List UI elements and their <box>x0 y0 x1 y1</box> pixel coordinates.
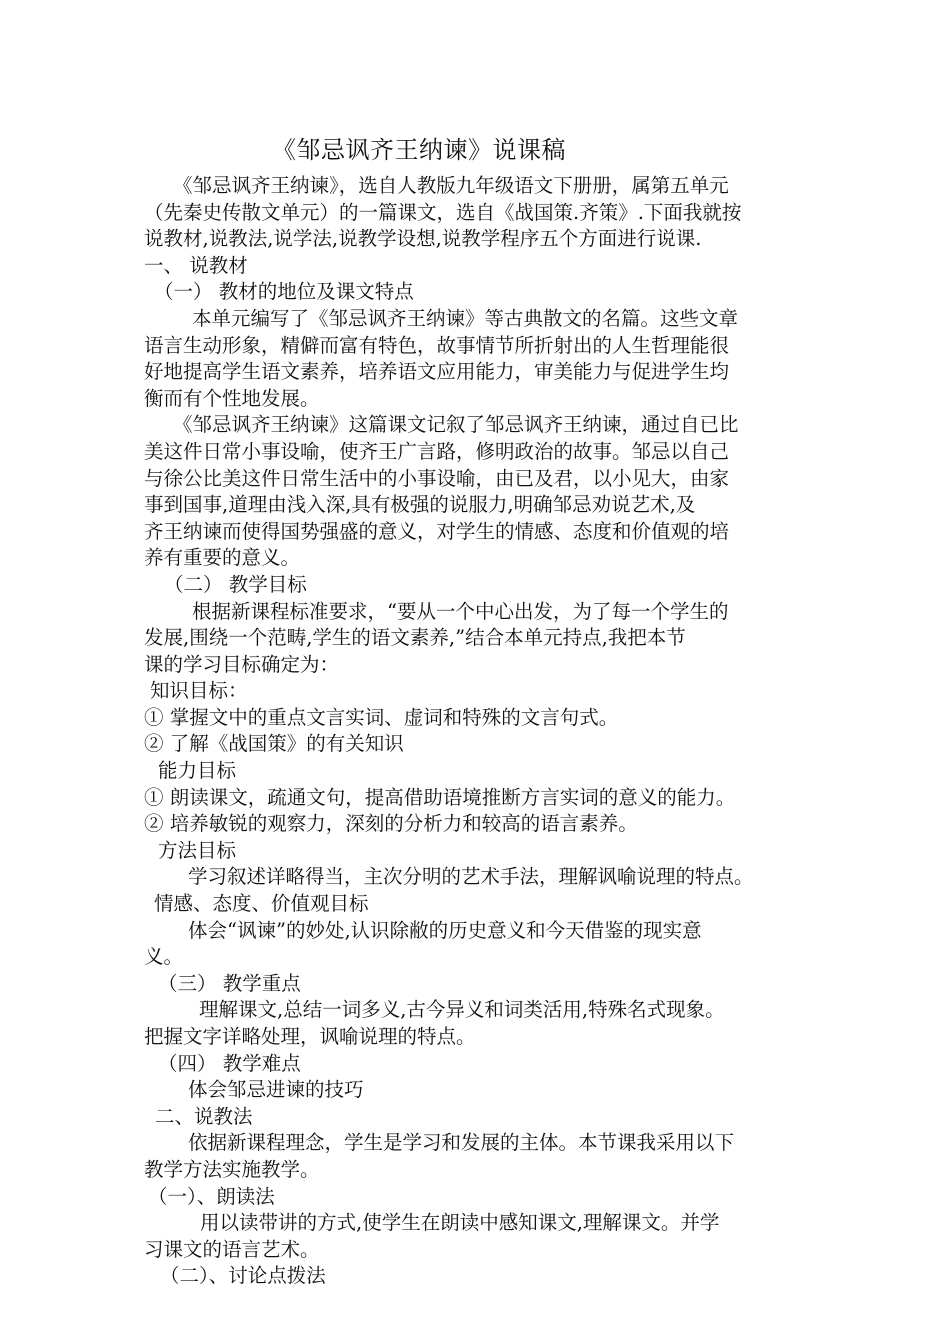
text-line: 齐王纳谏而使得国势强盛的意义，对学生的情感、态度和价值观的培 <box>144 519 730 543</box>
text-line: （一） 教材的地位及课文特点 <box>154 280 414 304</box>
text-line: 好地提高学生语文素养，培养语文应用能力，审美能力与促进学生均 <box>144 360 730 384</box>
document-body <box>0 173 950 1290</box>
text-line: （一）、朗读法 <box>148 1184 275 1208</box>
text-line: 语言生动形象，精僻而富有特色，故事情节所折射出的人生哲理能很 <box>144 333 730 357</box>
text-line: 《邹忌讽齐王纳谏》，选自人教版九年级语文下册册，属第五单元 <box>173 174 729 197</box>
text-line: 习课文的语言艺术。 <box>144 1237 320 1261</box>
text-line: ② 了解《战国策》的有关知识 <box>144 732 404 756</box>
text-line: 美这件日常小事设喻，使齐王广言路，修明政治的故事。邹忌以自己 <box>144 439 730 463</box>
text-line: ② 培养敏锐的观察力，深刻的分析力和较高的语言素养。 <box>144 812 638 836</box>
text-line: 事到国事,道理由浅入深,具有极强的说服力,明确邹忌劝说艺术,及 <box>144 493 696 517</box>
text-line: 能力目标 <box>158 759 237 783</box>
document-title: 《邹忌讽齐王纳谏》说课稿 <box>272 136 566 164</box>
text-line: 说教材,说教法,说学法,说教学设想,说教学程序五个方面进行说课. <box>144 227 702 251</box>
text-line: 情感、态度、价值观目标 <box>154 892 369 916</box>
text-line: 把握文字详略处理，讽喻说理的特点。 <box>144 1025 476 1048</box>
text-line: 与徐公比美这件日常生活中的小事设喻，由已及君，以小见大，由家 <box>144 466 730 490</box>
text-line: 学习叙述详略得当，主次分明的艺术手法，理解讽喻说理的特点。 <box>188 865 754 889</box>
text-line: 义。 <box>144 945 184 969</box>
text-line: 发展,围绕一个范畴,学生的语文素养,”结合本单元持点,我把本节 <box>144 626 686 650</box>
text-line: 衡而有个性地发展。 <box>144 386 320 410</box>
text-line: 理解课文,总结一词多义,古今异义和词类活用,特殊名式现象。 <box>199 998 725 1022</box>
text-line: 二、说教法 <box>155 1104 253 1128</box>
text-line: 体会“讽谏”的妙处,认识除敝的历史意义和今天借鉴的现实意 <box>188 918 702 942</box>
text-line: 本单元编写了《邹忌讽齐王纳谏》等古典散文的名篇。这些文章 <box>192 306 739 330</box>
text-line: 教学方法实施教学。 <box>144 1157 320 1181</box>
text-line: （三） 教学重点 <box>158 971 301 995</box>
text-line: 一、 说教材 <box>144 253 248 277</box>
text-line: 课的学习目标确定为： <box>144 652 340 676</box>
text-line: 根据新课程标准要求，“要从一个中心出发，为了每一个学生的 <box>192 599 729 623</box>
text-line: 方法目标 <box>158 838 237 862</box>
text-line: （二）、讨论点拨法 <box>160 1264 326 1288</box>
text-line: （四） 教学难点 <box>158 1051 301 1075</box>
text-line: 知识目标： <box>150 679 248 703</box>
text-line: 《邹忌讽齐王纳谏》这篇课文记叙了邹忌讽齐王纳谏，通过自已比 <box>173 413 739 437</box>
text-line: ① 朗读课文，疏通文句，提高借助语境推断方言实词的意义的能力。 <box>144 785 736 809</box>
text-line: 依据新课程理念，学生是学习和发展的主体。本节课我采用以下 <box>188 1131 735 1155</box>
text-line: （先秦史传散文单元）的一篇课文，选自《战国策.齐策》.下面我就按 <box>144 200 742 224</box>
text-line: 用以读带讲的方式,使学生在朗读中感知课文,理解课文。并学 <box>200 1211 720 1235</box>
text-line: （二） 教学目标 <box>164 572 307 596</box>
text-line: 养有重要的意义。 <box>144 546 301 570</box>
text-line: ① 掌握文中的重点文言实词、虚词和特殊的文言句式。 <box>144 705 619 729</box>
text-line: 体会邹忌进谏的技巧 <box>188 1078 364 1102</box>
